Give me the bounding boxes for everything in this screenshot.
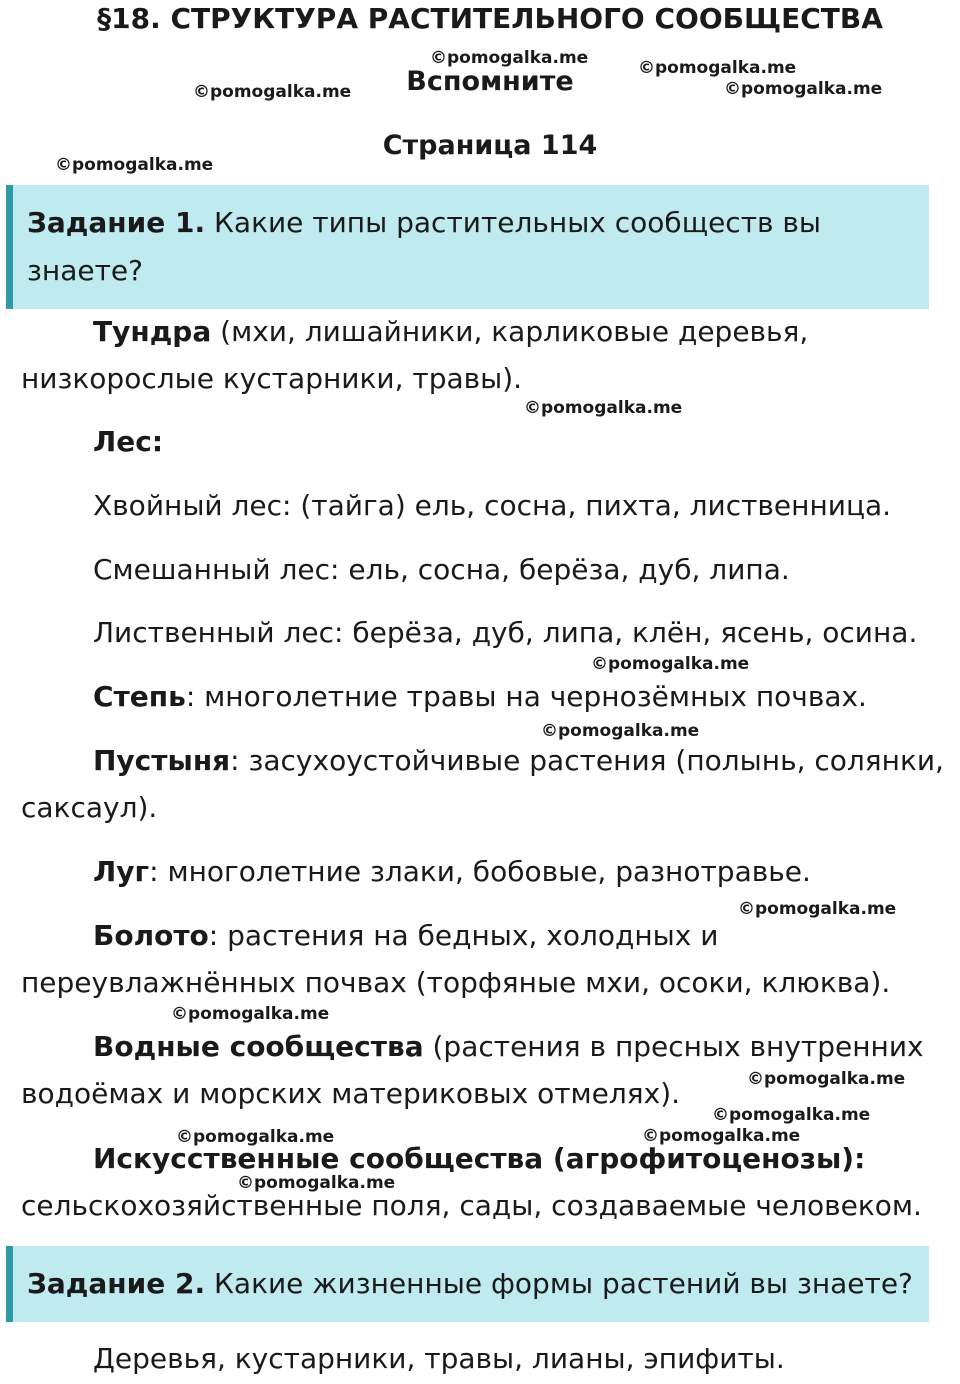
meadow-desc: : многолетние злаки, бобовые, разнотравье. <box>149 855 811 888</box>
task-1-label: Задание 1. <box>27 206 206 239</box>
artificial-line <box>93 1142 865 1175</box>
tundra-line <box>93 315 808 348</box>
watermark: ©pomogalka.me <box>55 155 214 175</box>
forest-term: Лес: <box>93 425 164 458</box>
desert-term: Пустыня <box>93 744 231 777</box>
task-1-box <box>6 185 929 309</box>
water-desc: (растения в пресных внутренних <box>423 1030 924 1063</box>
tundra-line-2: низкорослые кустарники, травы). <box>21 362 523 395</box>
deciduous-line: Лиственный лес: берёза, дуб, липа, клён, ясень, осина. <box>93 616 918 649</box>
watermark: ©pomogalka.me <box>524 398 683 418</box>
artificial-term: Искусственные сообщества (агрофитоценозы): <box>93 1142 866 1175</box>
watermark: ©pomogalka.me <box>176 1127 335 1147</box>
watermark: ©pomogalka.me <box>591 654 750 674</box>
steppe-desc: : многолетние травы на чернозёмных почвах. <box>185 680 867 713</box>
section-subtitle: Вспомните <box>406 66 574 97</box>
task-1-question: Какие типы растительных сообществ вы <box>205 206 822 239</box>
tundra-term: Тундра <box>93 315 212 348</box>
swamp-line <box>93 919 718 952</box>
mixed-line: Смешанный лес: ель, сосна, берёза, дуб, липа. <box>93 553 790 586</box>
watermark: ©pomogalka.me <box>642 1126 801 1146</box>
water-line <box>93 1030 924 1063</box>
water-term: Водные сообщества <box>93 1030 424 1063</box>
watermark: ©pomogalka.me <box>171 1004 330 1024</box>
forest-heading <box>93 425 163 458</box>
steppe-term: Степь <box>93 680 186 713</box>
watermark: ©pomogalka.me <box>747 1069 906 1089</box>
meadow-term: Луг <box>93 855 150 888</box>
watermark: ©pomogalka.me <box>430 48 589 68</box>
coniferous-line: Хвойный лес: (тайга) ель, сосна, пихта, лиственница. <box>93 489 892 522</box>
artificial-line-2: сельскохозяйственные поля, сады, создаваемые человеком. <box>21 1189 922 1222</box>
answer-2: Деревья, кустарники, травы, лианы, эпифиты. <box>93 1342 785 1375</box>
watermark: ©pomogalka.me <box>541 721 700 741</box>
task-1-question-cont: знаете? <box>27 254 143 287</box>
swamp-line-2: переувлажнённых почвах (торфяные мхи, осоки, клюква). <box>21 966 891 999</box>
watermark: ©pomogalka.me <box>712 1105 871 1125</box>
watermark: ©pomogalka.me <box>738 899 897 919</box>
water-line-2: водоёмах и морских материковых отмелях). <box>21 1077 681 1110</box>
task-2-question: Какие жизненные формы растений вы знаете? <box>205 1267 913 1300</box>
steppe-line <box>93 680 867 713</box>
swamp-term: Болото <box>93 919 209 952</box>
meadow-line <box>93 855 811 888</box>
desert-desc: : засухоустойчивые растения (полынь, солянки, <box>230 744 944 777</box>
page-title: §18. СТРУКТУРА РАСТИТЕЛЬНОГО СООБЩЕСТВА <box>97 2 883 35</box>
task-2-box <box>6 1246 929 1322</box>
watermark: ©pomogalka.me <box>724 79 883 99</box>
page-number-label: Страница 114 <box>382 130 598 161</box>
desert-line <box>93 744 944 777</box>
watermark: ©pomogalka.me <box>193 82 352 102</box>
task-2-label: Задание 2. <box>27 1267 206 1300</box>
tundra-desc: (мхи, лишайники, карликовые деревья, <box>211 315 809 348</box>
desert-line-2: саксаул). <box>21 791 158 824</box>
swamp-desc: : растения на бедных, холодных и <box>208 919 719 952</box>
watermark: ©pomogalka.me <box>638 58 797 78</box>
watermark: ©pomogalka.me <box>237 1173 396 1193</box>
